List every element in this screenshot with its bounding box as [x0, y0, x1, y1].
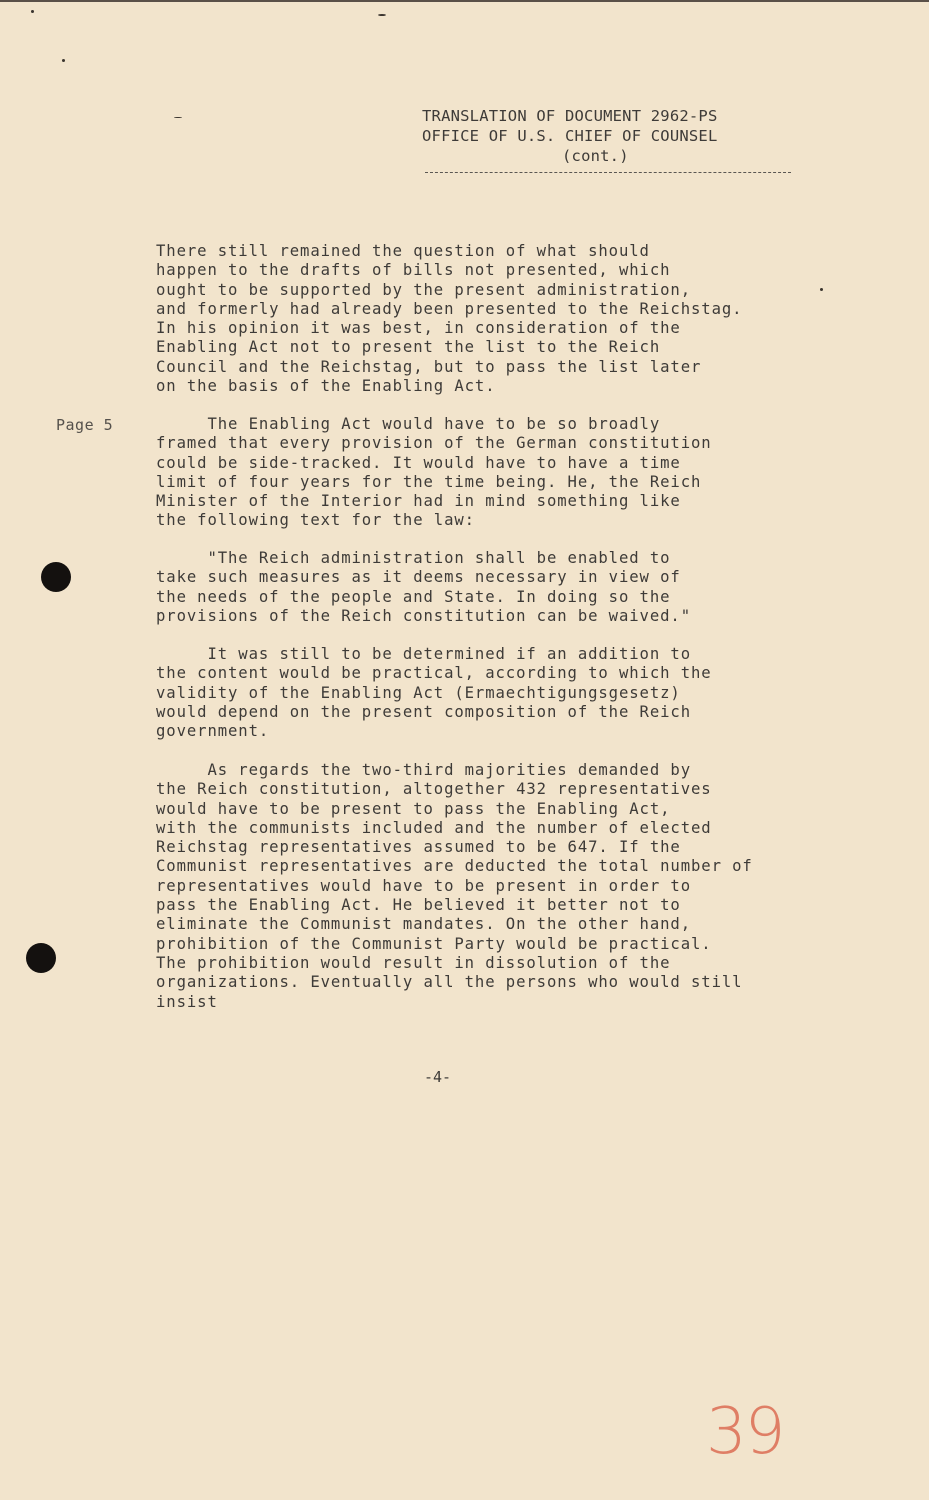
punch-hole-icon	[26, 943, 56, 973]
paragraph-4: It was still to be determined if an addition to the content would be practical, according to which the validity of the Enabling Act (Ermaechtigungsgesetz) would depend on the present composition of the Reich government.	[156, 645, 712, 741]
header-title: TRANSLATION OF DOCUMENT 2962-PS	[422, 107, 718, 125]
paper-speck	[62, 59, 65, 62]
margin-page-reference: Page 5	[56, 416, 114, 434]
header-office: OFFICE OF U.S. CHIEF OF COUNSEL	[422, 127, 718, 145]
paragraph-2: The Enabling Act would have to be so broadly framed that every provision of the German constitution could be side-tracked. It would have to have a time limit of four years for the time being. He, the Reich Minister of the Interior had in mind something like the following text for the law:	[156, 415, 712, 530]
paper-speck	[174, 117, 182, 118]
paper-speck	[378, 14, 386, 16]
paragraph-3-quote: "The Reich administration shall be enabled to take such measures as it deems necessary in view of the needs of the people and State. In doing so the provisions of the Reich constitution can be waived."	[156, 549, 691, 625]
page-number: -4-	[424, 1068, 452, 1086]
paper-speck	[31, 10, 34, 13]
paragraph-5: As regards the two-third majorities demanded by the Reich constitution, altogether 432 representatives would have to be present to pass the Enabling Act, with the communists included and the number of elected Reichstag representatives assumed to be 647. If the Communist representatives are deducted the total number of representatives would have to be present in order to pass the Enabling Act. He believed it better not to eliminate the Communist mandates. On the other hand, prohibition of the Communist Party would be practical. The prohibition would result in dissolution of the organizations. Eventually all the persons who would still insist	[156, 761, 753, 1011]
header-continued: (cont.)	[562, 147, 629, 165]
punch-hole-icon	[41, 562, 71, 592]
paragraph-1: There still remained the question of what should happen to the drafts of bills not presented, which ought to be supported by the present administration, and formerly had already been presented to the Reichstag. In his opinion it was best, in consideration of the Enabling Act not to present the list to the Reich Council and the Reichstag, but to pass the list later on the basis of the Enabling Act.	[156, 242, 743, 396]
archive-page-stamp: 39	[706, 1395, 784, 1469]
paper-speck	[820, 288, 823, 291]
document-header	[422, 106, 802, 166]
header-divider	[425, 172, 791, 173]
scan-edge	[0, 0, 929, 2]
